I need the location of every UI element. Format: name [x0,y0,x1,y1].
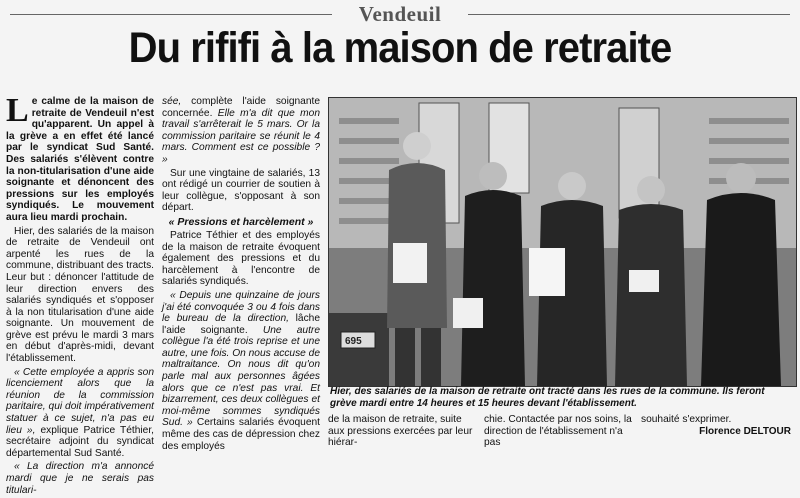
paragraph: Patrice Téthier et des employés de la maison de retraite évoquent également des pressions et du harcèlement à l'encontre de salariés syndiqués. [162,229,320,288]
article-column-3: de la maison de retraite, suite aux pressions exercées par leur hiérar- [328,414,473,449]
kicker-rule-right [468,14,790,15]
article-column-1 [6,92,154,498]
article-column-4: chie. Contactée par nos soins, la direction de l'établissement n'a pas [484,414,632,449]
photo-illustration [329,98,796,386]
paragraph [6,367,154,460]
paragraph-text: complète l'aide soignante concernée. [162,96,320,119]
quote: « La direction m'a annoncé mardi que je ne serais pas titulari- [6,461,154,496]
article-column-5 [641,414,791,437]
headline: Du rififi à la maison de retraite [128,24,672,72]
quote: « Depuis une quinzaine de jours j'ai été convoquée 3 ou 4 fois dans le bureau de la direction, [162,289,320,325]
paragraph-text: explique Patrice Téthier, secrétaire adjoint du syndicat départemental Sud Santé. [6,424,154,459]
author-byline: Florence DELTOUR [699,425,791,437]
lead-text: e calme de la maison de retraite de Vendeuil n'est qu'apparent. Un appel à la grève a en effet été lancé par le syndicat Sud Santé. Des salariés s'élèvent contre la non-titularisation d'une aide soignante et dénoncent des pressions sur les employés syndiqués. Le mouvement aura lieu mardi prochain. [6,96,154,223]
license-plate-text: 695 [345,336,362,347]
paragraph [162,96,320,166]
quote: sée, [162,96,182,107]
paragraph [162,290,320,452]
news-photo [328,97,797,387]
paragraph: souhaité s'exprimer. [641,414,732,425]
paragraph-text: lâche l'aide soignante. [162,313,321,336]
photo-caption: Hier, des salariés de la maison de retraite ont tracté dans les rues de la commune. Ils feront grève mardi entre 14 heures et 15 heures devant l'établissement. [330,386,765,409]
quote: Elle m'a dit que mon travail s'arrêterait le 5 mars. Or la commission paritaire se réunit le 4 mars. Comment est ce possible ? » [162,107,320,165]
paragraph: Hier, des salariés de la maison de retraite de Vendeuil ont arpenté les rues de la commune, distribuant des tracts. Leur but : dénoncer l'attitude de leur direction envers des salariés syndiqués et s'opposer à la non titularisation d'une aide soignante. Un mouvement de grève est prévu le mardi 3 mars en début d'après-midi, devant l'établissement. [6,225,154,365]
quote: « Cette employée a appris son licenciement alors que la réunion de la commission paritaire, qui doit impérativement statuer à ce sujet, n'a pas eu lieu », [6,366,154,436]
paragraph-text: Certains salariés évoquent même des cas de dépression chez des employés [162,417,320,452]
section-kicker: Vendeuil [0,2,800,27]
lead-paragraph [6,92,154,224]
article-column-2 [162,96,320,454]
paragraph: Sur une vingtaine de salariés, 13 ont rédigé un courrier de soutien à leur collègue, s'opposant à son départ. [162,167,320,214]
quote: Une autre collègue l'a été trois reprise et une autre, une fois. On nous accuse de maltraitance. On nous dit qu'on parle mal aux personnes âgées alors que ce n'est pas vrai. Et bizarrement, ces deux collègues et moi-même sommes syndiqués Sud. » [162,324,321,429]
drop-cap: L [6,92,29,129]
subheading: « Pressions et harcèlement » [168,215,314,228]
